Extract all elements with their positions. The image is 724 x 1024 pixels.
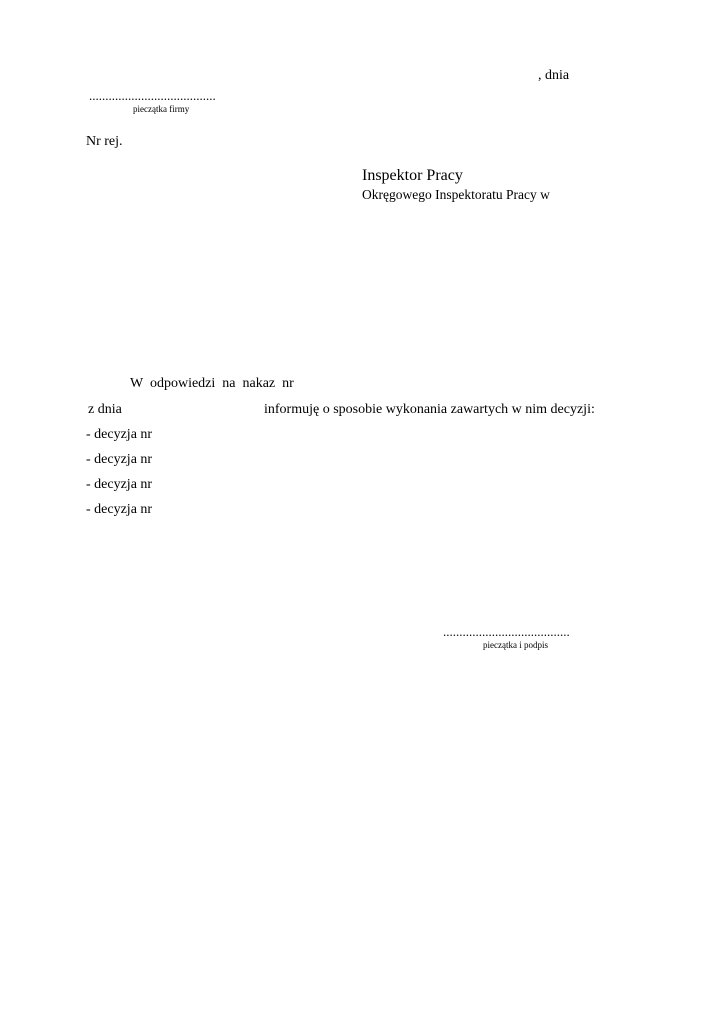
order-date-label: z dnia (88, 402, 122, 417)
company-stamp-caption: pieczątka firmy (133, 104, 190, 114)
order-reference-intro: W odpowiedzi na nakaz nr (130, 376, 294, 391)
signature-line: ....................................... (443, 624, 570, 639)
company-stamp-line: ....................................... (89, 88, 216, 103)
decision-item: - decyzja nr (86, 477, 153, 492)
date-label: , dnia (538, 68, 570, 83)
addressee-title: Inspektor Pracy (362, 167, 463, 184)
registration-number-label: Nr rej. (86, 134, 123, 149)
info-sentence: informuję o sposobie wykonania zawartych w nim decyzji: (264, 402, 595, 417)
decision-item: - decyzja nr (86, 427, 153, 442)
addressee-subtitle: Okręgowego Inspektoratu Pracy w (362, 187, 550, 202)
decision-item: - decyzja nr (86, 452, 153, 467)
signature-caption: pieczątka i podpis (483, 640, 548, 650)
decision-item: - decyzja nr (86, 502, 153, 517)
